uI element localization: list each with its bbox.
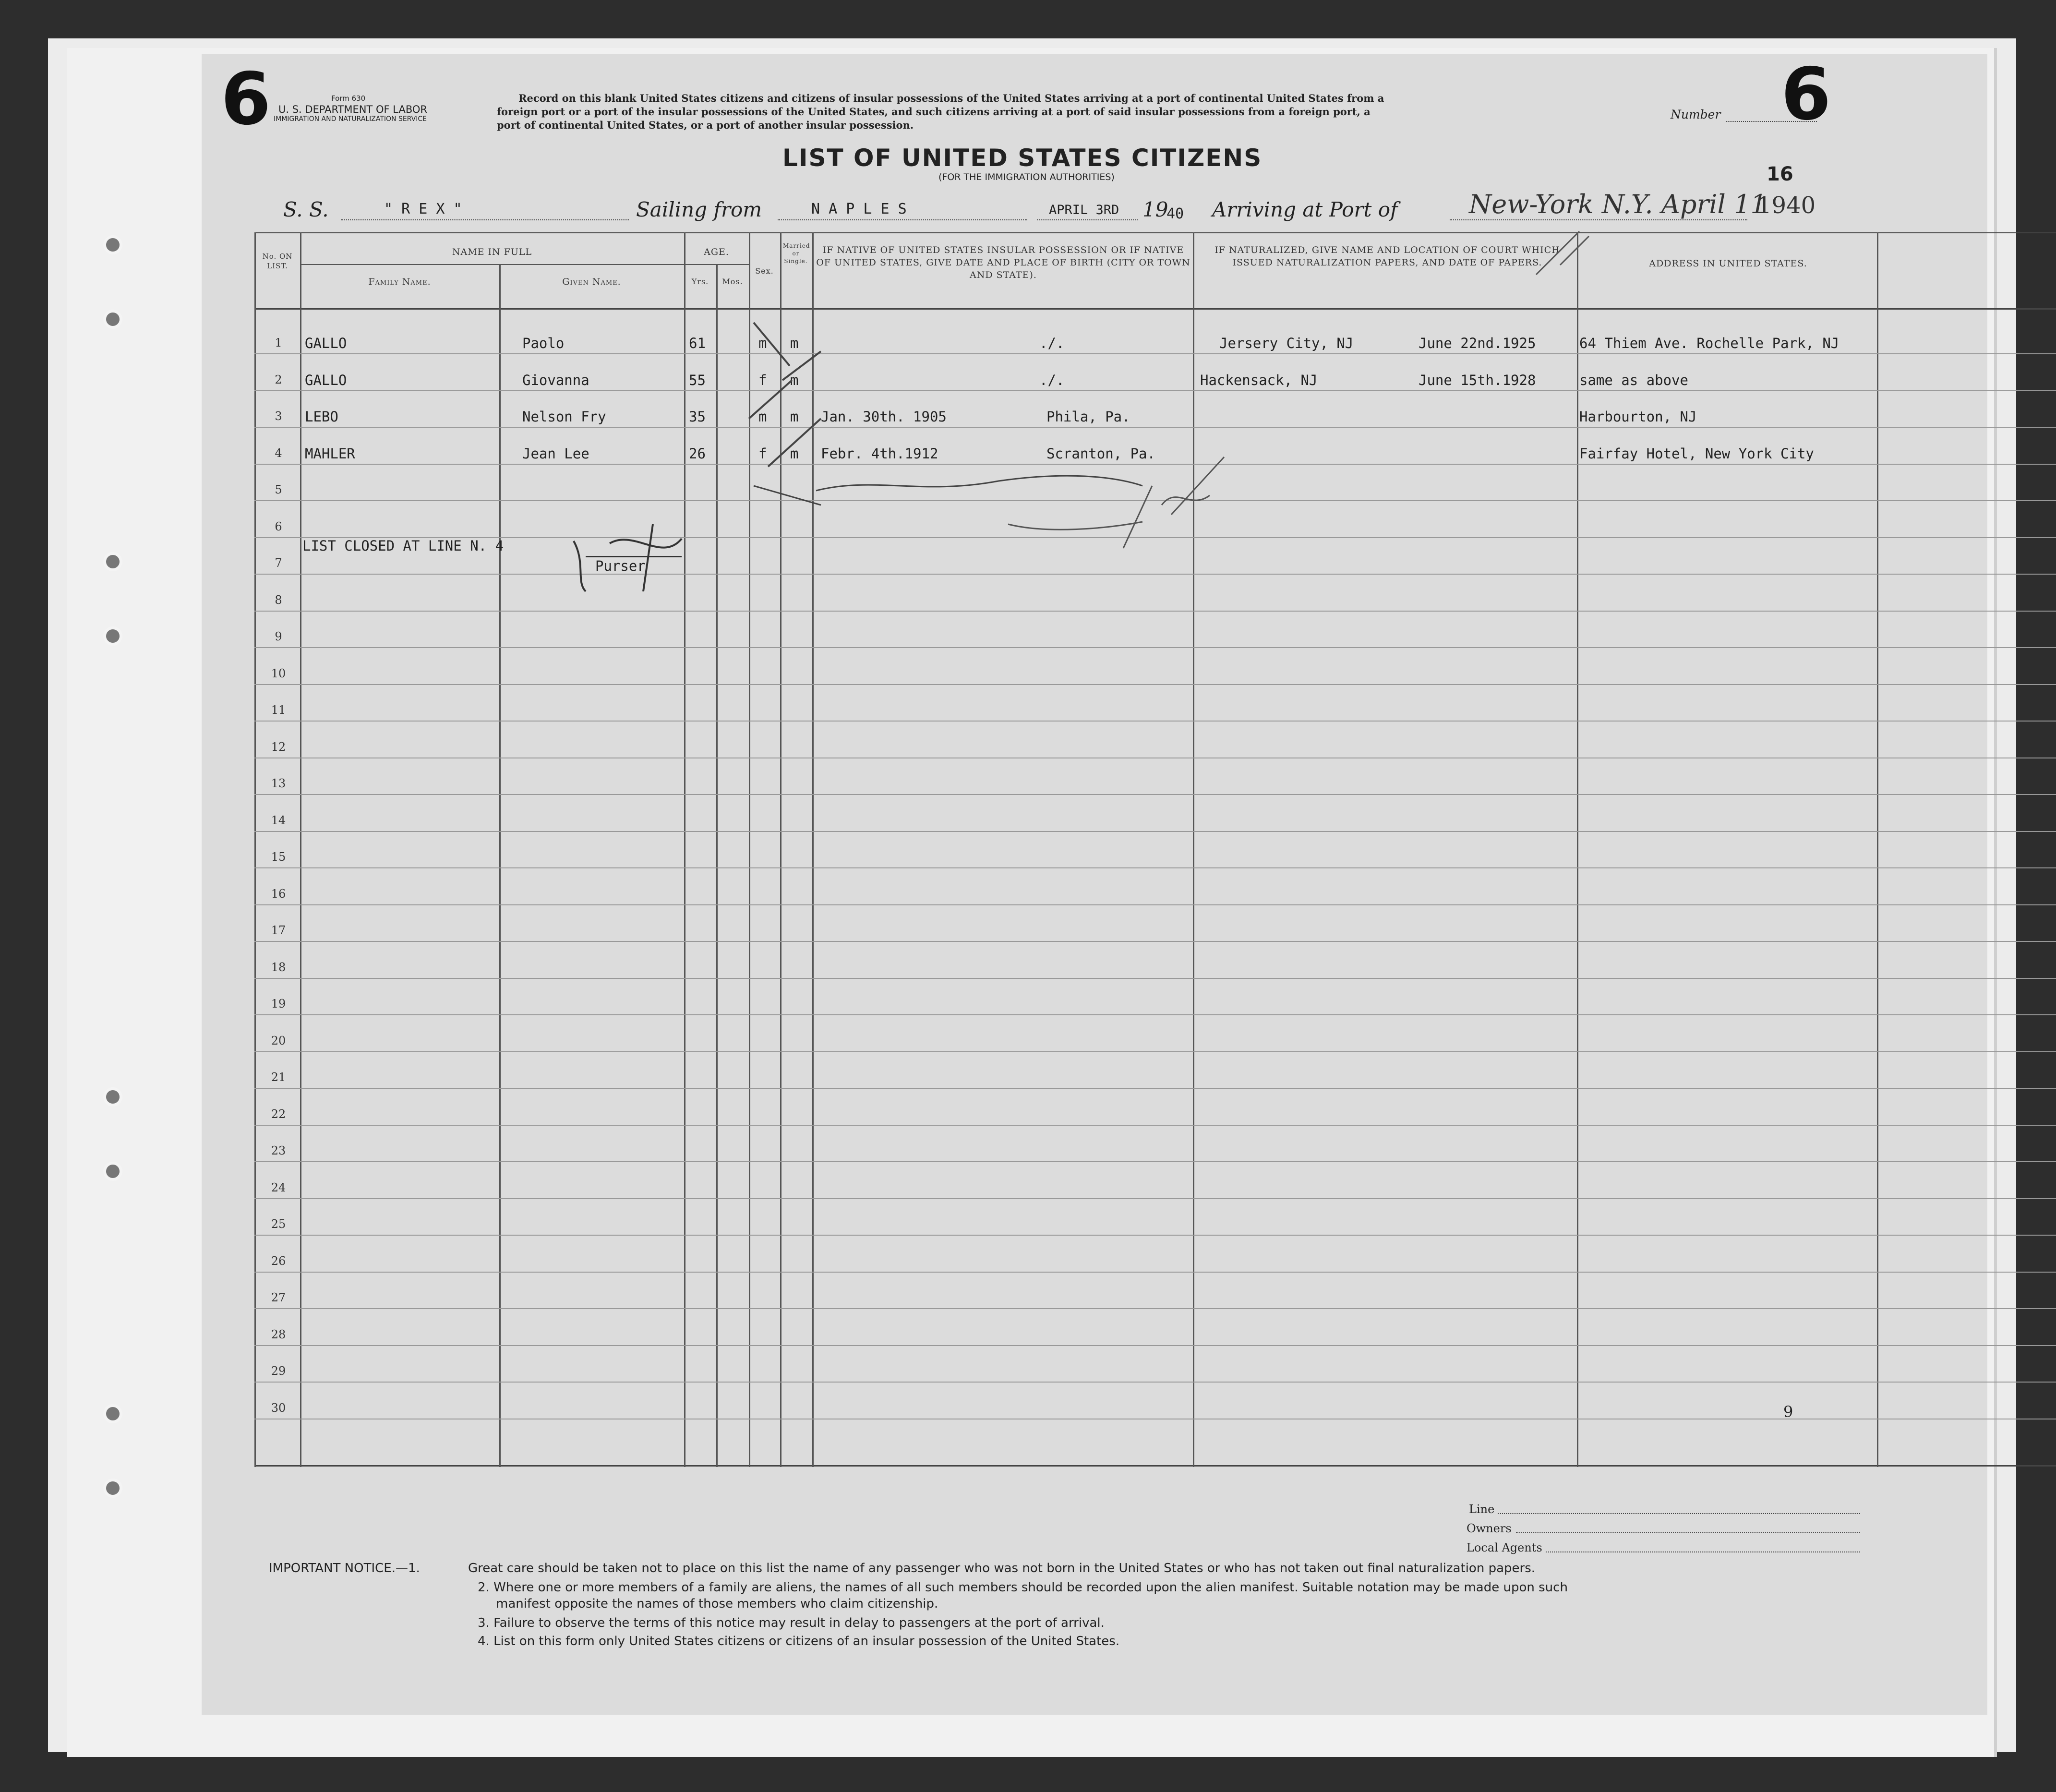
year-from: 40 (1166, 205, 1184, 222)
binder-hole (103, 626, 122, 646)
purser-label: Purser (595, 558, 646, 574)
sailing-from-label: Sailing from (636, 198, 762, 221)
given-name-cell: Jean Lee (522, 445, 589, 462)
line-number: 23 (271, 1144, 286, 1157)
line-number: 8 (275, 593, 282, 607)
line-number: 18 (271, 960, 286, 974)
line-number: 1 (275, 336, 282, 349)
footer-owners-rule (1516, 1532, 1860, 1533)
line-number: 12 (271, 740, 286, 754)
arriving-label: Arriving at Port of (1212, 198, 1398, 221)
sex-cell: m (758, 335, 767, 351)
family-name-cell: GALLO (305, 335, 347, 351)
line-number: 21 (271, 1070, 286, 1084)
line-number: 13 (271, 777, 286, 790)
birth-place-cell: Scranton, Pa. (1046, 445, 1155, 462)
line-number: 7 (275, 556, 282, 570)
footer-agents-rule (1546, 1551, 1860, 1552)
line-number: 9 (275, 630, 282, 643)
age-years-cell: 55 (689, 372, 706, 388)
given-name-cell: Paolo (522, 335, 565, 351)
binder-hole (103, 310, 122, 329)
col-header-naturalized: IF NATURALIZED, GIVE NAME AND LOCATION OF COURT WHICH ISSUED NATURALIZATION PAPERS, AND DATE OF PAPERS. (1214, 245, 1560, 268)
birth-date-cell: ./. (1039, 335, 1065, 351)
marital-status-cell: m (790, 445, 799, 462)
ss-label: S. S. (283, 198, 329, 221)
arrival-year: 1940 (1757, 192, 1816, 219)
instruction-line-2: foreign port or a port of the insular possessions of the United States, and such citizens arriving at a port of said insular possessions from a foreign port, a (497, 106, 1371, 118)
address-cell: Harbourton, NJ (1579, 409, 1697, 425)
sex-cell: f (758, 372, 767, 388)
number-label: Number (1671, 108, 1721, 121)
age-years-cell: 26 (689, 445, 706, 462)
papers-date-cell: June 15th.1928 (1419, 372, 1536, 388)
footer-line-label: Line (1469, 1503, 1495, 1516)
binder-hole (103, 1087, 122, 1106)
address-cell: Fairfay Hotel, New York City (1579, 445, 1814, 462)
page-subtitle: (FOR THE IMMIGRATION AUTHORITIES) (938, 172, 1115, 182)
page-title: LIST OF UNITED STATES CITIZENS (782, 144, 1262, 172)
address-cell: 64 Thiem Ave. Rochelle Park, NJ (1579, 335, 1840, 351)
arrival-port: New-York N.Y. April 11 (1469, 189, 1767, 219)
binder-hole (103, 1162, 122, 1181)
date-from: APRIL 3RD (1049, 203, 1119, 217)
line-number: 3 (275, 409, 282, 423)
line-number: 26 (271, 1254, 286, 1268)
line-number: 6 (275, 519, 282, 533)
year-prefix: 19 (1142, 198, 1168, 221)
col-header-married: Married or Single. (783, 242, 810, 265)
col-header-age: AGE. (704, 247, 729, 257)
instruction-line-1: Record on this blank United States citizens and citizens of insular possessions of the United States arriving at a port of continental United States from a (518, 92, 1384, 104)
papers-date-cell: June 22nd.1925 (1419, 335, 1536, 351)
line-number: 16 (271, 887, 286, 901)
family-name-cell: LEBO (305, 409, 338, 425)
line-number: 19 (271, 997, 286, 1010)
notice-item-1: Great care should be taken not to place on this list the name of any passenger who was not born in the United States or who has not taken out final naturalization papers. (468, 1561, 1536, 1576)
line-number: 4 (275, 446, 282, 460)
col-header-no: No. ON LIST. (262, 252, 293, 270)
age-years-cell: 35 (689, 409, 706, 425)
margin-mark: 9 (1783, 1403, 1793, 1421)
notice-item-2-cont: manifest opposite the names of those members who claim citizenship. (496, 1597, 938, 1611)
line-number: 25 (271, 1217, 286, 1231)
service-name: IMMIGRATION AND NATURALIZATION SERVICE (274, 115, 427, 123)
line-number: 11 (271, 703, 286, 717)
number-value: 6 (1781, 53, 1831, 136)
family-name-cell: MAHLER (305, 445, 355, 462)
ship-name: " R E X " (384, 201, 462, 217)
col-header-yrs: Yrs. (691, 277, 709, 286)
notice-heading: IMPORTANT NOTICE.—1. (269, 1561, 420, 1576)
footer-line-rule (1498, 1513, 1860, 1514)
purser-underline (586, 556, 682, 557)
line-number: 24 (271, 1180, 286, 1194)
line-number: 20 (271, 1034, 286, 1047)
form-number: Form 630 (331, 94, 366, 103)
handwritten-annotations (202, 54, 1987, 1715)
binder-hole (103, 1479, 122, 1498)
binder-hole (103, 235, 122, 254)
footer-agents-label: Local Agents (1467, 1541, 1542, 1554)
sex-cell: m (758, 409, 767, 425)
family-name-cell: GALLO (305, 372, 347, 388)
line-number: 22 (271, 1107, 286, 1121)
notice-item-3: 3. Failure to observe the terms of this notice may result in delay to passengers at the port of arrival. (478, 1616, 1105, 1630)
list-closed-note: LIST CLOSED AT LINE N. 4 (302, 538, 504, 554)
naturalization-court-cell: Jersery City, NJ (1219, 335, 1354, 351)
notice-item-2: 2. Where one or more members of a family are aliens, the names of all such members should be recorded upon the alien manifest. Suitable notation may be made upon such (478, 1580, 1568, 1595)
col-header-name: NAME IN FULL (452, 247, 532, 257)
sex-cell: f (758, 445, 767, 462)
notice-item-4: 4. List on this form only United States citizens or citizens of an insular possession of the United States. (478, 1634, 1120, 1648)
line-number: 30 (271, 1401, 286, 1415)
age-years-cell: 61 (689, 335, 706, 351)
col-header-mos: Mos. (722, 277, 743, 286)
line-number: 27 (271, 1291, 286, 1304)
birth-place-cell: Phila, Pa. (1046, 409, 1130, 425)
line-number: 28 (271, 1327, 286, 1341)
birth-date-cell: ./. (1039, 372, 1065, 388)
marital-status-cell: m (790, 409, 799, 425)
address-cell: same as above (1579, 372, 1688, 388)
stamp-number: 16 (1767, 163, 1793, 185)
footer-owners-label: Owners (1467, 1522, 1512, 1535)
line-number: 5 (275, 483, 282, 496)
binder-hole (103, 1404, 122, 1423)
line-number: 2 (275, 373, 282, 386)
birth-date-cell: Febr. 4th.1912 (821, 445, 938, 462)
col-header-native: IF NATIVE OF UNITED STATES INSULAR POSSESSION OR IF NATIVE OF UNITED STATES, GIVE DATE AND PLACE OF BIRTH (CITY OR TOWN AND STATE). (816, 245, 1190, 280)
line-number: 10 (271, 666, 286, 680)
marital-status-cell: m (790, 372, 799, 388)
naturalization-court-cell: Hackensack, NJ (1200, 372, 1318, 388)
birth-date-cell: Jan. 30th. 1905 (821, 409, 947, 425)
department-name: U. S. DEPARTMENT OF LABOR (278, 104, 428, 115)
port-from: N A P L E S (811, 201, 907, 217)
given-name-cell: Nelson Fry (522, 409, 606, 425)
marital-status-cell: m (790, 335, 799, 351)
col-header-family: Family Name. (368, 277, 431, 287)
manifest-page (202, 54, 1987, 1715)
col-header-given: Given Name. (562, 277, 621, 287)
col-header-sex: Sex. (755, 266, 774, 276)
instruction-line-3: port of continental United States, or a port of another insular possession. (497, 119, 914, 131)
given-name-cell: Giovanna (522, 372, 589, 388)
col-header-address: ADDRESS IN UNITED STATES. (1649, 258, 1807, 269)
side-number: 6 (221, 58, 271, 141)
line-number: 14 (271, 813, 286, 827)
line-number: 29 (271, 1364, 286, 1378)
line-number: 15 (271, 850, 286, 864)
binder-hole (103, 552, 122, 571)
line-number: 17 (271, 924, 286, 937)
